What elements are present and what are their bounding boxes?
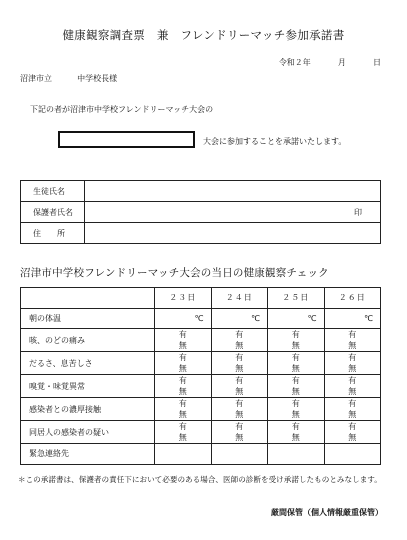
date-header: ２４日 [211, 288, 268, 309]
temperature-label: 朝の体温 [21, 308, 155, 329]
yes-no-choice[interactable] [155, 398, 212, 421]
emergency-contact-cell[interactable] [155, 444, 212, 465]
yes-no-choice[interactable] [268, 421, 325, 444]
health-check-title: 沼津市中学校フレンドリーマッチ大会の当日の健康観察チェック [20, 267, 329, 279]
no-option[interactable]: 無 [178, 341, 187, 350]
temperature-cell[interactable]: ℃ [211, 308, 268, 329]
yes-option[interactable]: 有 [178, 330, 187, 339]
yes-option[interactable]: 有 [235, 376, 244, 385]
emergency-contact-cell[interactable] [324, 444, 381, 465]
seal-mark: 印 [354, 208, 362, 217]
yes-option[interactable]: 有 [235, 353, 244, 362]
yes-no-choice[interactable] [324, 352, 381, 375]
no-option[interactable]: 無 [235, 341, 244, 350]
yes-no-choice[interactable] [155, 352, 212, 375]
yes-option[interactable]: 有 [235, 399, 244, 408]
yes-no-choice[interactable] [268, 352, 325, 375]
temperature-row [21, 308, 381, 329]
header-corner [21, 288, 155, 309]
info-row-student [21, 181, 381, 202]
symptom-row [21, 398, 381, 421]
no-option[interactable]: 無 [178, 410, 187, 419]
yes-no-choice[interactable] [324, 421, 381, 444]
yes-option[interactable]: 有 [348, 330, 357, 339]
no-option[interactable]: 無 [291, 410, 300, 419]
no-option[interactable]: 無 [178, 364, 187, 373]
date-month: 月 [337, 58, 346, 67]
yes-option[interactable]: 有 [291, 353, 300, 362]
info-label: 住 所 [21, 223, 85, 244]
yes-no-choice[interactable] [324, 398, 381, 421]
yes-no-choice[interactable] [268, 329, 325, 352]
yes-option[interactable]: 有 [291, 422, 300, 431]
addressee [20, 73, 117, 84]
symptom-row [21, 421, 381, 444]
emergency-contact-label: 緊急連絡先 [21, 444, 155, 465]
date-header: ２５日 [268, 288, 325, 309]
student-name-field[interactable] [85, 181, 381, 202]
yes-no-choice[interactable] [155, 375, 212, 398]
symptom-row [21, 352, 381, 375]
no-option[interactable]: 無 [291, 364, 300, 373]
footnote: ＊この承諾書は、保護者の責任下において必要のある場合、医師の診断を受け承諾したものとみなします。 [18, 475, 382, 484]
document-title: 健康観察調査票 兼 フレンドリーマッチ参加承諾書 [62, 28, 345, 42]
symptom-label: 同居人の感染者の疑い [21, 421, 155, 444]
yes-option[interactable]: 有 [178, 399, 187, 408]
yes-option[interactable]: 有 [235, 422, 244, 431]
address-field[interactable] [85, 223, 381, 244]
intro-text: 下記の者が沼津市中学校フレンドリーマッチ大会の [30, 105, 214, 114]
yes-no-choice[interactable] [268, 375, 325, 398]
yes-option[interactable]: 有 [348, 422, 357, 431]
tournament-name-box[interactable] [58, 131, 195, 148]
yes-option[interactable]: 有 [291, 399, 300, 408]
yes-option[interactable]: 有 [348, 376, 357, 385]
yes-option[interactable]: 有 [291, 330, 300, 339]
no-option[interactable]: 無 [178, 387, 187, 396]
yes-no-choice[interactable] [211, 421, 268, 444]
yes-option[interactable]: 有 [291, 376, 300, 385]
yes-no-choice[interactable] [155, 329, 212, 352]
yes-option[interactable]: 有 [178, 422, 187, 431]
no-option[interactable]: 無 [348, 387, 357, 396]
date-day: 日 [373, 58, 381, 67]
no-option[interactable]: 無 [291, 341, 300, 350]
info-row-guardian [21, 202, 381, 223]
info-label: 生徒氏名 [21, 181, 85, 202]
yes-no-choice[interactable] [268, 398, 325, 421]
symptom-label: 嗅覚・味覚異常 [21, 375, 155, 398]
symptom-label: 咳、のどの痛み [21, 329, 155, 352]
storage-notice: 厳間保管（個人情報厳重保管） [271, 508, 383, 517]
date-era-year: 令和２年 [278, 58, 311, 67]
yes-no-choice[interactable] [211, 398, 268, 421]
addressee-city: 沼津市立 [20, 74, 52, 83]
yes-no-choice[interactable] [324, 375, 381, 398]
yes-option[interactable]: 有 [348, 399, 357, 408]
yes-no-choice[interactable] [211, 329, 268, 352]
temperature-cell[interactable]: ℃ [268, 308, 325, 329]
yes-option[interactable]: 有 [178, 353, 187, 362]
yes-no-choice[interactable] [211, 352, 268, 375]
info-row-address [21, 223, 381, 244]
no-option[interactable]: 無 [348, 410, 357, 419]
no-option[interactable]: 無 [178, 433, 187, 442]
symptom-row [21, 329, 381, 352]
participant-info-table [20, 180, 381, 244]
no-option[interactable]: 無 [348, 341, 357, 350]
no-option[interactable]: 無 [348, 364, 357, 373]
yes-no-choice[interactable] [211, 375, 268, 398]
addressee-principal: 中学校長様 [77, 74, 118, 83]
emergency-contact-row [21, 444, 381, 465]
date-line [279, 57, 381, 68]
guardian-name-field[interactable] [85, 202, 381, 223]
no-option[interactable]: 無 [348, 433, 357, 442]
emergency-contact-cell[interactable] [268, 444, 325, 465]
yes-option[interactable]: 有 [178, 376, 187, 385]
no-option[interactable]: 無 [235, 410, 244, 419]
no-option[interactable]: 無 [291, 433, 300, 442]
emergency-contact-cell[interactable] [211, 444, 268, 465]
yes-no-choice[interactable] [155, 421, 212, 444]
temperature-cell[interactable]: ℃ [155, 308, 212, 329]
date-header: ２３日 [155, 288, 212, 309]
no-option[interactable]: 無 [235, 433, 244, 442]
yes-option[interactable]: 有 [348, 353, 357, 362]
symptom-label: 感染者との濃厚接触 [21, 398, 155, 421]
no-option[interactable]: 無 [235, 387, 244, 396]
yes-no-choice[interactable] [324, 329, 381, 352]
info-label: 保護者氏名 [21, 202, 85, 223]
yes-option[interactable]: 有 [235, 330, 244, 339]
health-check-table [20, 287, 381, 465]
symptom-label: だるさ、息苦しさ [21, 352, 155, 375]
date-header: ２６日 [324, 288, 381, 309]
consent-text: 大会に参加することを承諾いたします。 [203, 137, 347, 146]
symptom-row [21, 375, 381, 398]
header-row [21, 288, 381, 309]
temperature-cell[interactable]: ℃ [324, 308, 381, 329]
no-option[interactable]: 無 [291, 387, 300, 396]
no-option[interactable]: 無 [235, 364, 244, 373]
